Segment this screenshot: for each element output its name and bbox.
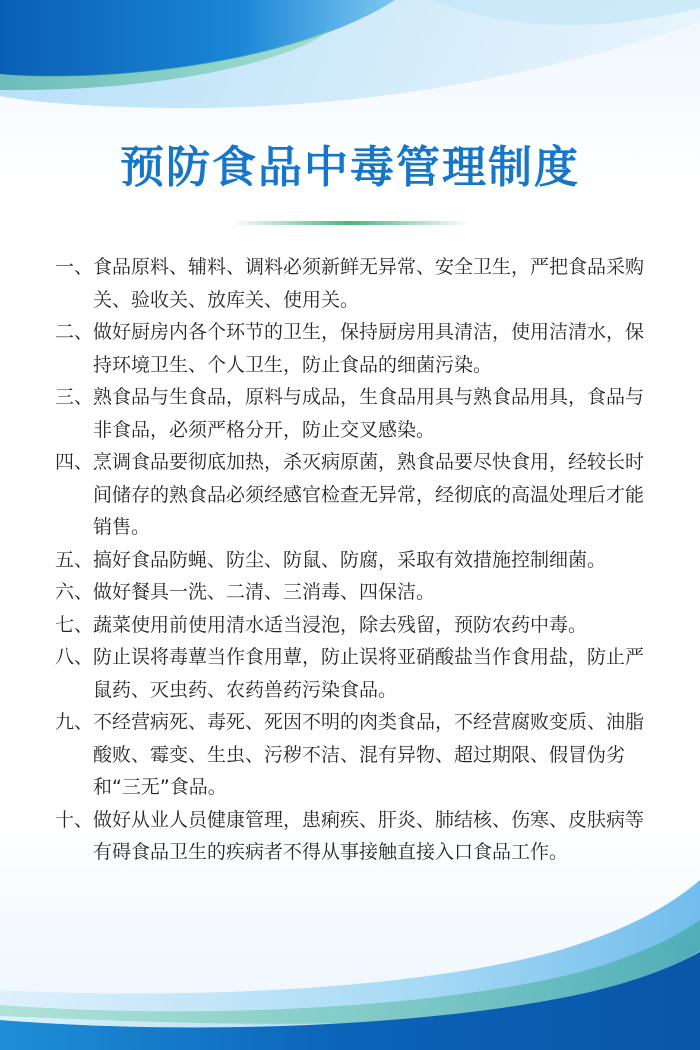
page-title: 预防食品中毒管理制度 bbox=[120, 142, 580, 193]
rule-item bbox=[55, 576, 655, 609]
rule-number: 五、 bbox=[55, 548, 94, 571]
rule-item bbox=[55, 251, 655, 316]
rule-item bbox=[55, 706, 655, 804]
rule-number: 八、 bbox=[55, 646, 94, 668]
rule-number: 十、 bbox=[55, 808, 94, 831]
rule-text: 做好从业人员健康管理，患痢疾、肝炎、肺结核、伤寒、皮肤病等有碍食品卫生的疾病者不得从事接触直接入口食品工作。 bbox=[93, 808, 645, 863]
rule-number: 四、 bbox=[55, 451, 94, 473]
rule-text: 不经营病死、毒死、死因不明的肉类食品，不经营腐败变质、油脂酸败、霉变、生虫、污秽不洁、混有异物、超过期限、假冒伪劣和“三无”食品。 bbox=[93, 711, 645, 798]
bottom-wave-decoration bbox=[0, 880, 700, 1050]
rule-number: 一、 bbox=[55, 256, 94, 278]
rule-number: 二、 bbox=[55, 321, 94, 343]
title-divider bbox=[230, 221, 470, 225]
rule-text: 搞好食品防蝇、防尘、防鼠、防腐，采取有效措施控制细菌。 bbox=[93, 548, 607, 571]
rule-number: 七、 bbox=[55, 613, 94, 636]
rule-item bbox=[55, 609, 655, 642]
rule-text: 做好厨房内各个环节的卫生，保持厨房用具清洁，使用洁清水，保持环境卫生、个人卫生，防止食品的细菌污染。 bbox=[93, 321, 645, 376]
rule-item bbox=[55, 641, 655, 706]
rule-text: 烹调食品要彻底加热，杀灭病原菌，熟食品要尽快食用，经较长时间储存的熟食品必须经感官检查无异常，经彻底的高温处理后才能销售。 bbox=[93, 451, 645, 538]
rule-text: 食品原料、辅料、调料必须新鲜无异常、安全卫生，严把食品采购关、验收关、放库关、使用关。 bbox=[93, 256, 645, 311]
rule-text: 防止误将毒蕈当作食用蕈，防止误将亚硝酸盐当作食用盐，防止严鼠药、灭虫药、农药兽药污染食品。 bbox=[93, 646, 645, 701]
rule-text: 做好餐具一洗、二清、三消毒、四保洁。 bbox=[93, 581, 436, 603]
rule-number: 六、 bbox=[55, 581, 94, 603]
rule-item bbox=[55, 316, 655, 381]
rule-text: 熟食品与生食品，原料与成品，生食品用具与熟食品用具，食品与非食品，必须严格分开，防止交叉感染。 bbox=[93, 386, 645, 441]
rule-item bbox=[55, 446, 655, 544]
rule-item bbox=[55, 381, 655, 446]
rule-item bbox=[55, 544, 655, 577]
top-wave-decoration bbox=[0, 0, 700, 140]
rule-number: 九、 bbox=[55, 711, 94, 733]
rule-number: 三、 bbox=[55, 386, 94, 408]
rule-text: 蔬菜使用前使用清水适当浸泡，除去残留，预防农药中毒。 bbox=[93, 613, 588, 636]
rules-list bbox=[55, 251, 655, 869]
rule-item bbox=[55, 804, 655, 869]
